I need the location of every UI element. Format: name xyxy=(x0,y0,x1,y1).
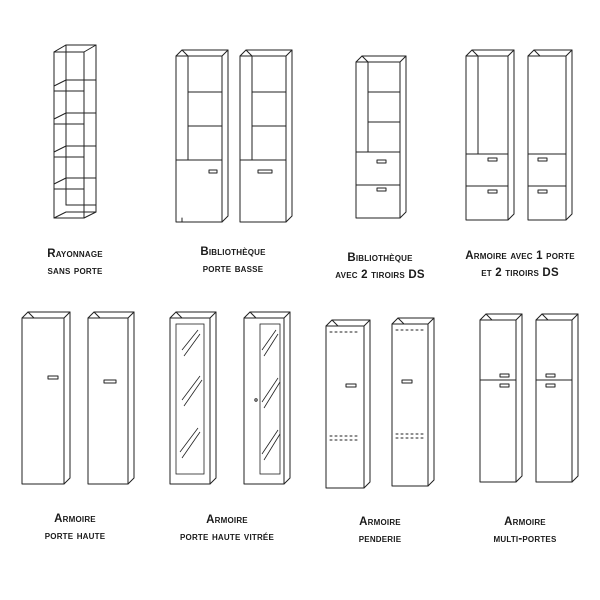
armoire-porte-haute-illustration xyxy=(22,312,134,484)
label-rayonnage: Rayonnage sans porte xyxy=(47,248,103,277)
armoire-porte-tiroirs-illustration xyxy=(466,50,572,220)
label-armoire-1-porte-2-tiroirs: Armoire avec 1 porte et 2 tiroirs DS xyxy=(465,250,575,279)
bibliotheque-tiroirs-illustration xyxy=(356,56,406,218)
label-bibliotheque-tiroirs: Bibliothèque avec 2 tiroirs DS xyxy=(335,252,425,281)
label-bibliotheque-porte-basse: Bibliothèque porte basse xyxy=(200,246,266,275)
label-armoire-vitree: Armoire porte haute vitrée xyxy=(180,514,274,543)
label-armoire-multi-portes: Armoire multi-portes xyxy=(493,516,557,545)
armoire-multi-portes-illustration xyxy=(480,314,578,482)
rayonnage-illustration xyxy=(54,45,96,218)
label-armoire-porte-haute: Armoire porte haute xyxy=(44,513,106,542)
armoire-penderie-illustration xyxy=(326,318,434,488)
bibliotheque-porte-basse-illustration xyxy=(176,50,292,222)
armoire-vitree-illustration xyxy=(170,312,290,484)
label-armoire-penderie: Armoire penderie xyxy=(358,516,402,545)
